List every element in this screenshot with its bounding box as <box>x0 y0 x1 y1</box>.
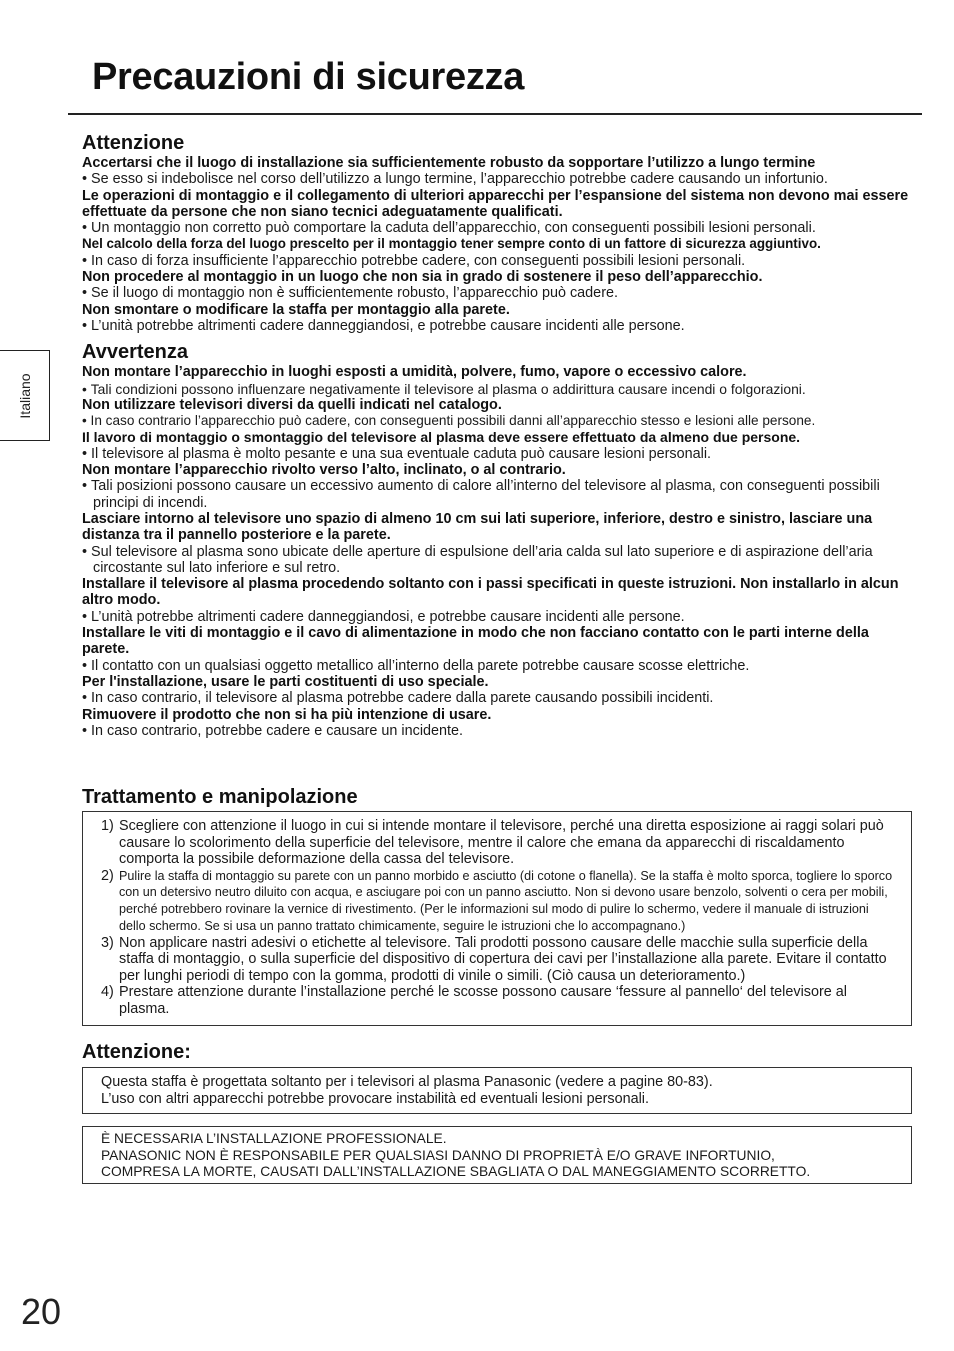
attenzione-item-4-title: Non procedere al montaggio in un luogo che non sia in grado di sostenere il peso dell’apparecchio. <box>82 269 763 286</box>
avvertenza-section <box>82 340 912 739</box>
trattamento-item-2-text: Pulire la staffa di montaggio su parete con un panno morbido e asciutto (di cotone o flanella). Se la staffa è molto sporca, togliere lo sporco con un detersivo neutro diluito con acqua, e asciugare poi con un panno asciutto. Non si devono usare benzolo, solventi o cera per mobili, perché potrebbero rovinare la vernice di rivestimento. (Per le informazioni sul modo di pulire lo schermo, vedere il manuale di istruzioni dello schermo. Se si usa un panno trattato chimicamente, seguire le istruzioni che lo accompagnano.) <box>119 868 893 933</box>
trattamento-item-4 <box>101 984 893 1017</box>
trattamento-item-4-text: Prestare attenzione durante l’installazione perché le scosse possono causare ‘fessure al pannello‘ del televisore al plasma. <box>119 984 847 1017</box>
avvertenza-item-7-title: Installare le viti di montaggio e il cavo di alimentazione in modo che non facciano contatto con le parti interne della parete. <box>82 625 869 658</box>
section-spacer <box>82 739 912 785</box>
attenzione-item-2-title: Le operazioni di montaggio e il collegamento di ulteriori apparecchi per l’espansione del sistema non devono mai essere effettuate da persone che non siano tecnici adeguatamente qualificati. <box>82 187 909 220</box>
language-tab-label: Italiano <box>16 372 33 419</box>
warning-line-3: COMPRESA LA MORTE, CAUSATI DALL’INSTALLAZIONE SBAGLIATA O DAL MANEGGIAMENTO SCORRETTO. <box>101 1164 811 1180</box>
avvertenza-item-7-bullet: • Il contatto con un qualsiasi oggetto metallico all’interno della parete potrebbe causare scosse elettriche. <box>82 658 912 674</box>
trattamento-item-1-number: 1) <box>101 818 114 835</box>
avvertenza-item-5-bullet: • Sul televisore al plasma sono ubicate delle aperture di espulsione dell’aria calda sul lato superiore e di aspirazione dell’aria circostante sul lato inferiore e sul retro. <box>82 544 912 577</box>
attenzione2-heading: Attenzione: <box>82 1041 191 1064</box>
avvertenza-item-8-bullet: • In caso contrario, il televisore al plasma potrebbe cadere dalla parete causando possibili incidenti. <box>82 690 912 706</box>
avvertenza-item-5-title: Lasciare intorno al televisore uno spazio di almeno 10 cm sui lati superiore, inferiore, destro e sinistro, lasciare una distanza tra il pannello posteriore e la parete. <box>82 510 873 544</box>
trattamento-section <box>82 785 912 1026</box>
avvertenza-item-6-title: Installare il televisore al plasma procedendo soltanto con i passi specificati in queste istruzioni. Non installarlo in alcun altro modo. <box>82 576 899 609</box>
page-title: Precauzioni di sicurezza <box>92 56 525 98</box>
avvertenza-item-8-title: Per l'installazione, usare le parti costituenti di uso speciale. <box>82 673 489 690</box>
attenzione-item-4-bullet: • Se il luogo di montaggio non è sufficientemente robusto, l’apparecchio può cadere. <box>82 285 912 301</box>
warning-line-1: È NECESSARIA L’INSTALLAZIONE PROFESSIONALE. <box>101 1130 447 1146</box>
avvertenza-item-2-bullet: • In caso contrario l’apparecchio può cadere, con conseguenti possibili danni all’apparecchio stesso e lesioni alle persone. <box>82 413 912 429</box>
trattamento-item-3-number: 3) <box>101 934 114 951</box>
attenzione-item-5-bullet: • L’unità potrebbe altrimenti cadere danneggiandosi, e potrebbe causare incidenti alle persone. <box>82 318 912 334</box>
trattamento-item-2 <box>101 868 893 935</box>
attenzione-item-1-title: Accertarsi che il luogo di installazione sia sufficientemente robusto da sopportare l’utilizzo a lungo termine <box>82 155 816 171</box>
attenzione-item-1-bullet: • Se esso si indebolisce nel corso dell’utilizzo a lungo termine, l’apparecchio potrebbe cadere causando un infortunio. <box>82 171 912 187</box>
avvertenza-item-4-bullet: • Tali posizioni possono causare un eccessivo aumento di calore all’interno del televisore al plasma, con conseguenti possibili principi di incendi. <box>82 478 912 511</box>
trattamento-item-2-number: 2) <box>101 867 114 884</box>
avvertenza-item-9-bullet: • In caso contrario, potrebbe cadere e causare un incidente. <box>82 723 912 739</box>
attenzione-item-2-bullet: • Un montaggio non corretto può comportare la caduta dell’apparecchio, con conseguenti possibili lesioni personali. <box>82 220 912 236</box>
trattamento-item-1 <box>101 818 893 868</box>
main-content <box>82 131 912 1184</box>
warning-line-2: PANASONIC NON È RESPONSABILE PER QUALSIASI DANNO DI PROPRIETÀ E/O GRAVE INFORTUNIO, <box>101 1147 775 1163</box>
avvertenza-item-4-title: Non montare l’apparecchio rivolto verso l’alto, inclinato, o al contrario. <box>82 462 566 479</box>
trattamento-item-1-text: Scegliere con attenzione il luogo in cui si intende montare il televisore, perché una diretta esposizione ai raggi solari può causare lo scolorimento della superficie del televisore, mentre il calore che emana da apparecchi di riscaldamento comporta la possibile deformazione della cassa del televisore. <box>119 818 884 868</box>
language-tab <box>0 350 50 441</box>
attenzione2-line-2: L’uso con altri apparecchi potrebbe provocare instabilità ed eventuali lesioni personali. <box>101 1090 649 1107</box>
page-number: 20 <box>21 1291 62 1332</box>
attenzione-item-3-title: Nel calcolo della forza del luogo prescelto per il montaggio tener sempre conto di un fattore di sicurezza aggiuntivo. <box>82 236 821 252</box>
avvertenza-item-2-title: Non utilizzare televisori diversi da quelli indicati nel catalogo. <box>82 396 502 413</box>
avvertenza-item-9-title: Rimuovere il prodotto che non si ha più intenzione di usare. <box>82 706 492 723</box>
avvertenza-item-1-title: Non montare l’apparecchio in luoghi esposti a umidità, polvere, fumo, vapore o eccessivo calore. <box>82 364 747 381</box>
attenzione-item-3-bullet: • In caso di forza insufficiente l’apparecchio potrebbe cadere, con conseguenti possibili lesioni personali. <box>82 253 912 269</box>
trattamento-heading: Trattamento e manipolazione <box>82 786 358 809</box>
trattamento-item-3-text: Non applicare nastri adesivi o etichette al televisore. Tali prodotti possono causare delle macchie sulla superficie della staffa di montaggio, o sulla superficie del dispositivo di copertura dei cavi per l’installazione alla parete. Evitare il contatto per lunghi periodi di tempo con la gomma, prodotti di vinile o simili. (Ciò causa un deterioramento.) <box>119 934 887 984</box>
attenzione-heading: Attenzione <box>82 132 185 154</box>
attenzione-section <box>82 131 912 334</box>
avvertenza-item-1-bullet: • Tali condizioni possono influenzare negativamente il televisore al plasma o addirittura causare incendi o folgorazioni. <box>82 381 912 397</box>
trattamento-box <box>82 811 912 1026</box>
attenzione2-section <box>82 1040 912 1114</box>
avvertenza-heading: Avvertenza <box>82 341 188 364</box>
trattamento-item-3 <box>101 935 893 985</box>
trattamento-item-4-number: 4) <box>101 984 114 1001</box>
avvertenza-item-3-bullet: • Il televisore al plasma è molto pesante e una sua eventuale caduta può causare lesioni personali. <box>82 446 912 462</box>
avvertenza-item-3-title: Il lavoro di montaggio o smontaggio del televisore al plasma deve essere effettuato da almeno due persone. <box>82 429 801 446</box>
attenzione2-box <box>82 1067 912 1114</box>
attenzione-item-5-title: Non smontare o modificare la staffa per montaggio alla parete. <box>82 301 510 318</box>
attenzione2-line-1: Questa staffa è progettata soltanto per i televisori al plasma Panasonic (vedere a pagine 80-83). <box>101 1074 713 1091</box>
title-divider <box>68 113 922 115</box>
avvertenza-item-6-bullet: • L’unità potrebbe altrimenti cadere danneggiandosi, e potrebbe causare incidenti alle persone. <box>82 609 912 625</box>
professional-installation-warning-box <box>82 1126 912 1184</box>
